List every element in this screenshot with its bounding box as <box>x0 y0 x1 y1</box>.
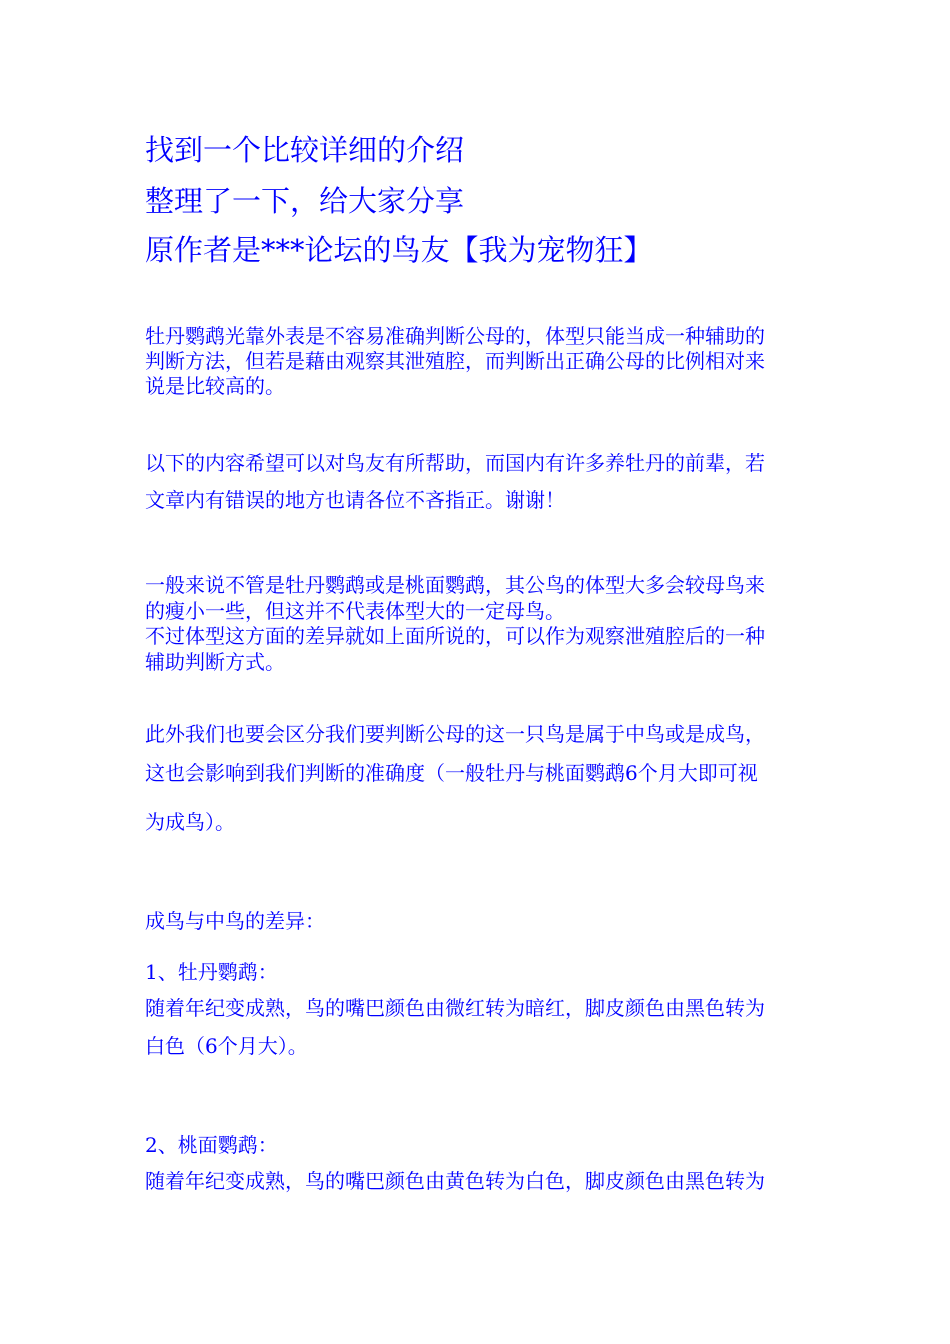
section-2-line-1: 随着年纪变成熟，鸟的嘴巴颜色由黄色转为白色，脚皮颜色由黑色转为 <box>145 1169 765 1193</box>
section-1-heading: 1、牡丹鹦鹉： <box>145 960 278 984</box>
intro-line-1: 牡丹鹦鹉光靠外表是不容易准确判断公母的，体型只能当成一种辅助的 <box>145 324 765 348</box>
section-2-heading: 2、桃面鹦鹉： <box>145 1133 278 1157</box>
hope-line-2: 文章内有错误的地方也请各位不吝指正。谢谢！ <box>145 488 565 512</box>
title-line-2: 整理了一下，给大家分享 <box>145 184 465 218</box>
intro-line-3: 说是比较高的。 <box>145 374 285 398</box>
age-line-3: 为成鸟）。 <box>145 810 235 834</box>
intro-line-2: 判断方法，但若是藉由观察其泄殖腔，而判断出正确公母的比例相对来 <box>145 349 765 373</box>
age-line-1: 此外我们也要会区分我们要判断公母的这一只鸟是属于中鸟或是成鸟， <box>145 722 765 746</box>
section-1-line-1: 随着年纪变成熟，鸟的嘴巴颜色由微红转为暗红，脚皮颜色由黑色转为 <box>145 996 765 1020</box>
title-line-1: 找到一个比较详细的介绍 <box>145 133 465 167</box>
hope-line-1: 以下的内容希望可以对鸟友有所帮助，而国内有许多养牡丹的前辈，若 <box>145 451 765 475</box>
title-line-3: 原作者是***论坛的鸟友【我为宠物狂】 <box>145 233 653 267</box>
section-1-line-2: 白色（6个月大）。 <box>145 1034 308 1058</box>
body-size-line-3: 不过体型这方面的差异就如上面所说的，可以作为观察泄殖腔后的一种 <box>145 624 765 648</box>
body-size-line-2: 的瘦小一些，但这并不代表体型大的一定母鸟。 <box>145 599 565 623</box>
diff-heading: 成鸟与中鸟的差异： <box>145 909 325 933</box>
body-size-line-4: 辅助判断方式。 <box>145 650 285 674</box>
body-size-line-1: 一般来说不管是牡丹鹦鹉或是桃面鹦鹉，其公鸟的体型大多会较母鸟来 <box>145 573 765 597</box>
age-line-2: 这也会影响到我们判断的准确度（一般牡丹与桃面鹦鹉6个月大即可视 <box>145 761 758 785</box>
